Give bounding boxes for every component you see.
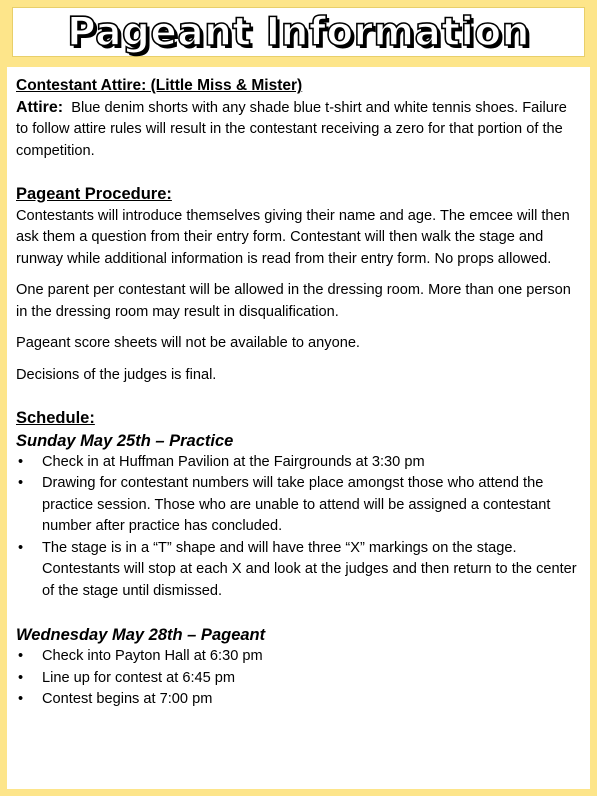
bullet-icon: • [18, 453, 24, 470]
list-item [16, 538, 581, 603]
attire-heading: Contestant Attire: (Little Miss & Mister) [16, 77, 303, 94]
list-item-text: Contest begins at 7:00 pm [42, 691, 213, 707]
schedule-day-title: Wednesday May 28th – Pageant [16, 626, 266, 644]
attire-label: Attire: [16, 98, 64, 116]
list-item-text: Check into Payton Hall at 6:30 pm [42, 648, 263, 664]
procedure-paragraph: One parent per contestant will be allowed in the dressing room. More than one person in the dressing room may result in disqualification. [16, 282, 571, 320]
list-item-text: Check in at Huffman Pavilion at the Fairgrounds at 3:30 pm [42, 453, 425, 470]
list-item-text: Drawing for contestant numbers will take place amongst those who attend the practice session. Those who are unable to attend will be assigned a contestant number after practice has concluded. [42, 475, 551, 534]
list-item [16, 646, 581, 668]
schedule-day-list [16, 646, 581, 711]
title-banner [12, 7, 585, 57]
list-item [16, 473, 581, 538]
bullet-icon: • [18, 539, 24, 556]
bullet-icon: • [18, 648, 24, 664]
page-title: Pageant Information [67, 9, 530, 55]
procedure-paragraph: Contestants will introduce themselves giving their name and age. The emcee will then ask them a question from their entry form. Contestant will then walk the stage and runway while additional information is read from their entry form. No props allowed. [16, 207, 570, 267]
list-item-text: The stage is in a “T” shape and will have three “X” markings on the stage. Contestants will stop at each X and look at the judges and then return to the center of the stage until dismissed. [42, 539, 577, 599]
procedure-paragraph: Decisions of the judges is final. [16, 366, 217, 383]
content-panel [7, 67, 590, 789]
schedule-day-list [16, 452, 581, 603]
list-item [16, 668, 581, 690]
schedule-heading: Schedule: [16, 409, 95, 427]
attire-paragraph [16, 97, 581, 163]
bullet-icon: • [18, 475, 24, 491]
list-item [16, 689, 581, 711]
procedure-paragraph: Pageant score sheets will not be available to anyone. [16, 335, 360, 351]
list-item [16, 452, 581, 474]
bullet-icon: • [18, 669, 24, 686]
attire-text: Blue denim shorts with any shade blue t-shirt and white tennis shoes. Failure to follow attire rules will result in the contestant receiving a zero for that portion of the competition. [16, 99, 567, 159]
procedure-heading: Pageant Procedure: [16, 185, 172, 203]
list-item-text: Line up for contest at 6:45 pm [42, 669, 236, 686]
bullet-icon: • [18, 691, 24, 707]
schedule-day-title: Sunday May 25th – Practice [16, 431, 234, 450]
